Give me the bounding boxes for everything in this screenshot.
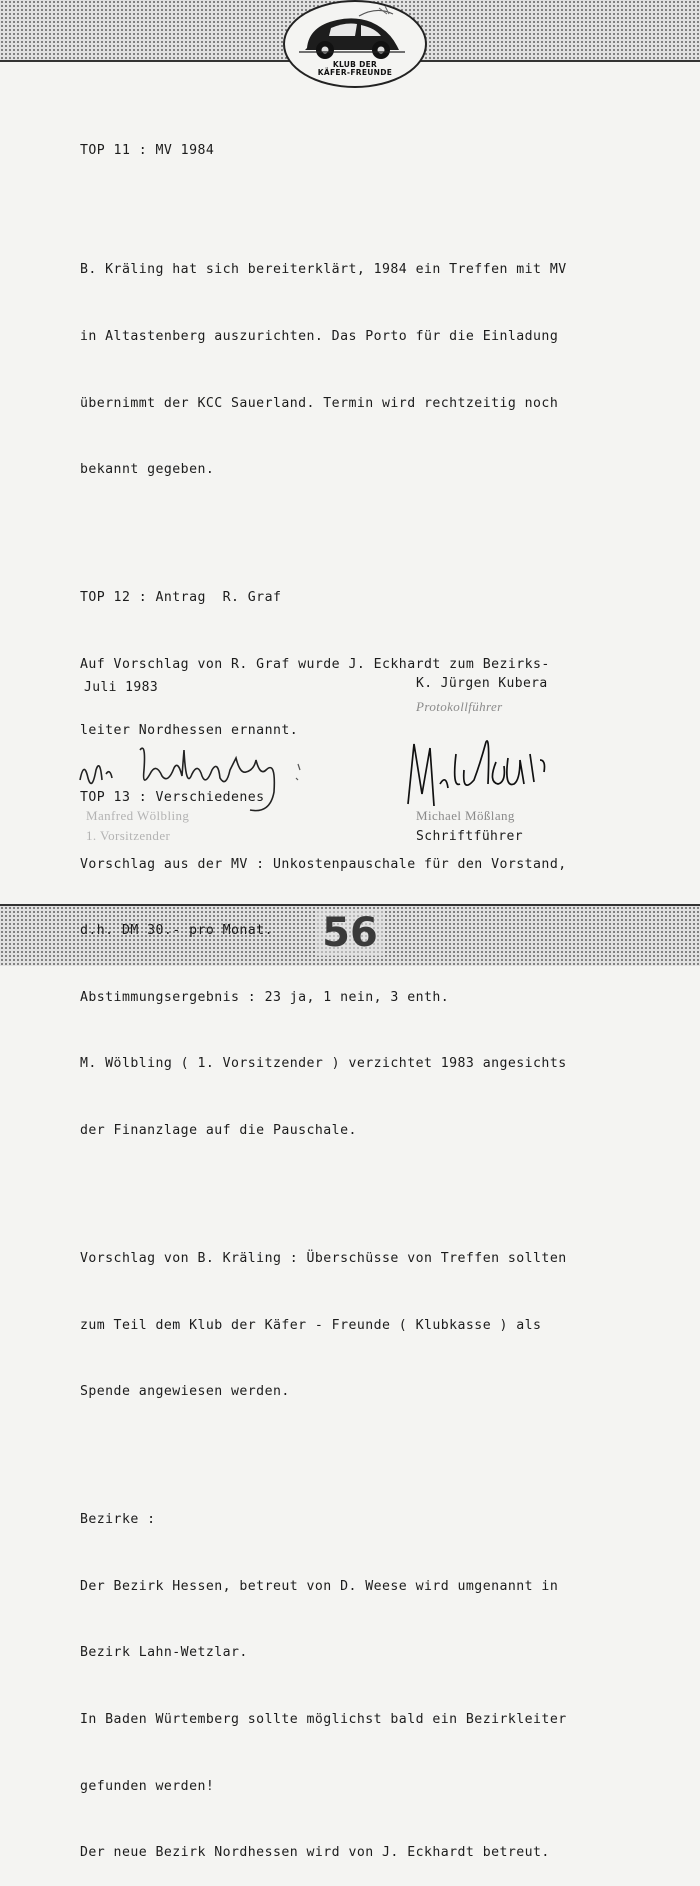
heading-top-12: TOP 12 : Antrag R. Graf <box>80 590 282 606</box>
text-line: Vorschlag von B. Kräling : Überschüsse von Treffen sollten <box>80 1250 567 1266</box>
text-line: leiter Nordhessen ernannt. <box>80 723 299 739</box>
minutes-body <box>80 96 600 1886</box>
text-line: zum Teil dem Klub der Käfer - Freunde ( Klubkasse ) als <box>80 1317 542 1333</box>
text-line: übernimmt der KCC Sauerland. Termin wird rechtzeitig noch <box>80 395 559 411</box>
signatory-left-name: Manfred Wölbling <box>86 808 190 823</box>
heading-top-13: TOP 13 : Verschiedenes <box>80 789 265 805</box>
page-number-text: 56 <box>316 910 384 956</box>
text-line: Bezirk Lahn-Wetzlar. <box>80 1645 248 1661</box>
author-name: K. Jürgen Kubera <box>416 676 548 691</box>
text-line: d.h. DM 30.- pro Monat. <box>80 923 273 939</box>
text-line: gefunden werden! <box>80 1778 215 1794</box>
club-logo <box>283 0 427 88</box>
text-line: B. Kräling hat sich bereiterklärt, 1984 ein Treffen mit MV <box>80 262 567 278</box>
text-line: Der Bezirk Hessen, betreut von D. Weese wird umgenannt in <box>80 1578 559 1594</box>
text-line: der Finanzlage auf die Pauschale. <box>80 1122 357 1138</box>
author-role: Protokollführer <box>416 699 503 714</box>
logo-text-line2: KÄFER-FREUNDE <box>317 68 393 77</box>
text-line: Abstimmungsergebnis : 23 ja, 1 nein, 3 enth. <box>80 989 450 1005</box>
logo-text-line1: KLUB DER <box>332 60 378 69</box>
text-line: Vorschlag aus der MV : Unkostenpauschale für den Vorstand, <box>80 856 567 872</box>
heading-top-11: TOP 11 : MV 1984 <box>80 143 215 159</box>
document-date: Juli 1983 <box>84 680 159 695</box>
signatory-right-name: Michael Mößlang <box>416 808 515 823</box>
page-number <box>0 906 700 960</box>
text-line: M. Wölbling ( 1. Vorsitzender ) verzichtet 1983 angesichts <box>80 1056 567 1072</box>
text-line: bekannt gegeben. <box>80 462 215 478</box>
text-line: Spende angewiesen werden. <box>80 1384 290 1400</box>
text-line: In Baden Würtemberg sollte möglichst bald ein Bezirkleiter <box>80 1711 567 1727</box>
signature-left <box>70 730 310 820</box>
signatory-left-role: 1. Vorsitzender <box>86 828 171 843</box>
text-line: Der neue Bezirk Nordhessen wird von J. Eckhardt betreut. <box>80 1845 550 1861</box>
text-line: in Altastenberg auszurichten. Das Porto für die Einladung <box>80 329 559 344</box>
signatory-right-role: Schriftführer <box>416 829 523 844</box>
text-line: Auf Vorschlag von R. Graf wurde J. Eckhardt zum Bezirks- <box>80 656 550 672</box>
heading-bezirke: Bezirke : <box>80 1512 156 1528</box>
